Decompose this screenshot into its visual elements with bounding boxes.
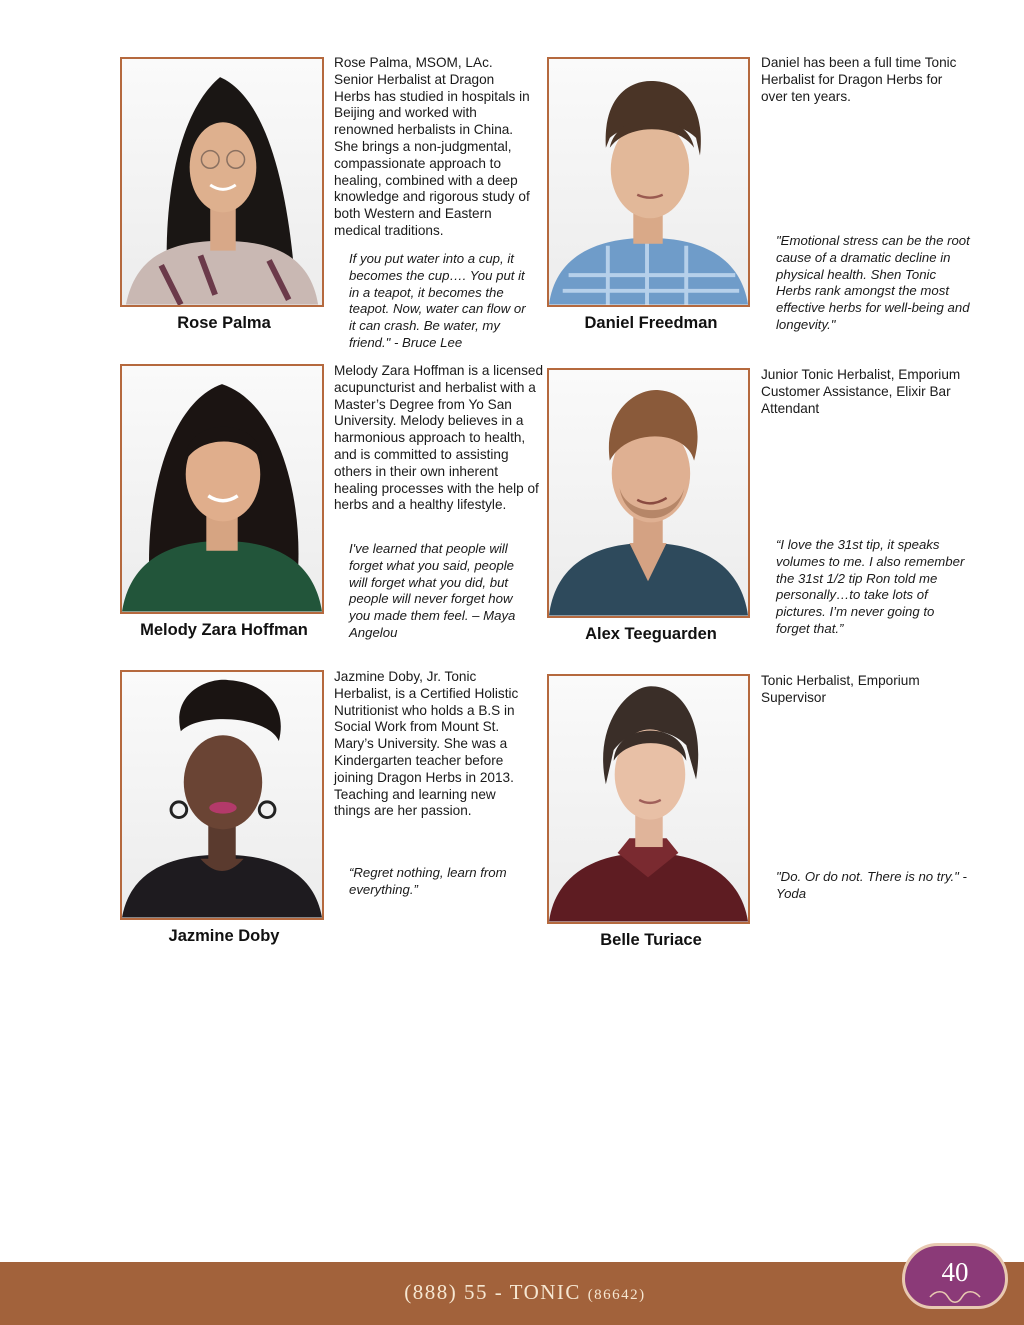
bio-jazmine-doby: Jazmine Doby, Jr. Tonic Herbalist, is a Certified Holistic Nutritionist who holds a B.S in Social Work from Mount St. Mary’s University. She was a Kindergarten teacher before joining Dragon Herbs in 2013. Teaching and learning new things are her passion. <box>334 669 519 819</box>
bio-belle-turiace: Tonic Herbalist, Emporium Supervisor <box>761 673 920 705</box>
name-jazmine-doby: Jazmine Doby <box>168 927 280 945</box>
photo-daniel-freedman <box>547 57 750 307</box>
portrait-rose-palma <box>122 59 322 305</box>
bio-daniel-freedman: Daniel has been a full time Tonic Herbalist for Dragon Herbs for over ten years. <box>761 55 957 104</box>
portrait-belle-turiace <box>549 676 748 922</box>
footer-phone <box>0 1280 1024 1305</box>
name-alex-teeguarden: Alex Teeguarden <box>585 625 717 643</box>
quote-belle-turiace: "Do. Or do not. There is no try." - Yoda <box>776 869 967 901</box>
ornament-swirl-icon <box>928 1290 982 1304</box>
name-belle-turiace: Belle Turiace <box>600 931 702 949</box>
bio-rose-palma: Rose Palma, MSOM, LAc. Senior Herbalist at Dragon Herbs has studied in hospitals in Beijing and worked with renowned herbalists in China. She brings a non-judgmental, compassionate approach to healing, combined with a deep knowledge and rigorous study of both Western and Eastern medical traditions. <box>334 55 530 238</box>
photo-belle-turiace <box>547 674 750 924</box>
name-rose-palma: Rose Palma <box>177 314 271 332</box>
name-melody-zara-hoffman: Melody Zara Hoffman <box>140 621 308 639</box>
page-number: 40 <box>941 1257 969 1287</box>
phone-main: (888) 55 - TONIC <box>404 1280 581 1304</box>
quote-rose-palma: If you put water into a cup, it becomes the cup…. You put it in a teapot, it becomes the teapot. Now, water can flow or it can crash. Be water, my friend." - Bruce Lee <box>349 251 526 350</box>
photo-rose-palma <box>120 57 324 307</box>
quote-alex-teeguarden: “I love the 31st tip, it speaks volumes to me. I also remember the 31st 1/2 tip Ron told me personally…to take lots of pictures. I’m never going to forget that.” <box>776 537 965 636</box>
photo-alex-teeguarden <box>547 368 750 618</box>
quote-jazmine-doby: “Regret nothing, learn from everything.” <box>349 865 507 897</box>
phone-digits: (86642) <box>587 1287 646 1303</box>
portrait-daniel-freedman <box>549 59 748 305</box>
portrait-melody-zara-hoffman <box>122 366 322 612</box>
quote-melody-zara-hoffman: I've learned that people will forget what you said, people will forget what you did, but people will never forget how you made them feel. – Maya Angelou <box>349 541 516 640</box>
quote-daniel-freedman: "Emotional stress can be the root cause of a dramatic decline in physical health. Shen Tonic Herbs rank amongst the most effective herbs for well-being and longevity." <box>776 233 970 332</box>
name-daniel-freedman: Daniel Freedman <box>584 314 718 332</box>
portrait-alex-teeguarden <box>549 370 748 616</box>
portrait-jazmine-doby <box>122 672 322 918</box>
photo-jazmine-doby <box>120 670 324 920</box>
bio-melody-zara-hoffman: Melody Zara Hoffman is a licensed acupuncturist and herbalist with a Master’s Degree from Yo San University. Melody believes in a harmonious approach to health, and is committed to assisting others in their own inherent healing processes with the help of herbs and a healthy lifestyle. <box>334 363 544 513</box>
photo-melody-zara-hoffman <box>120 364 324 614</box>
bio-alex-teeguarden: Junior Tonic Herbalist, Emporium Customer Assistance, Elixir Bar Attendant <box>761 367 961 416</box>
